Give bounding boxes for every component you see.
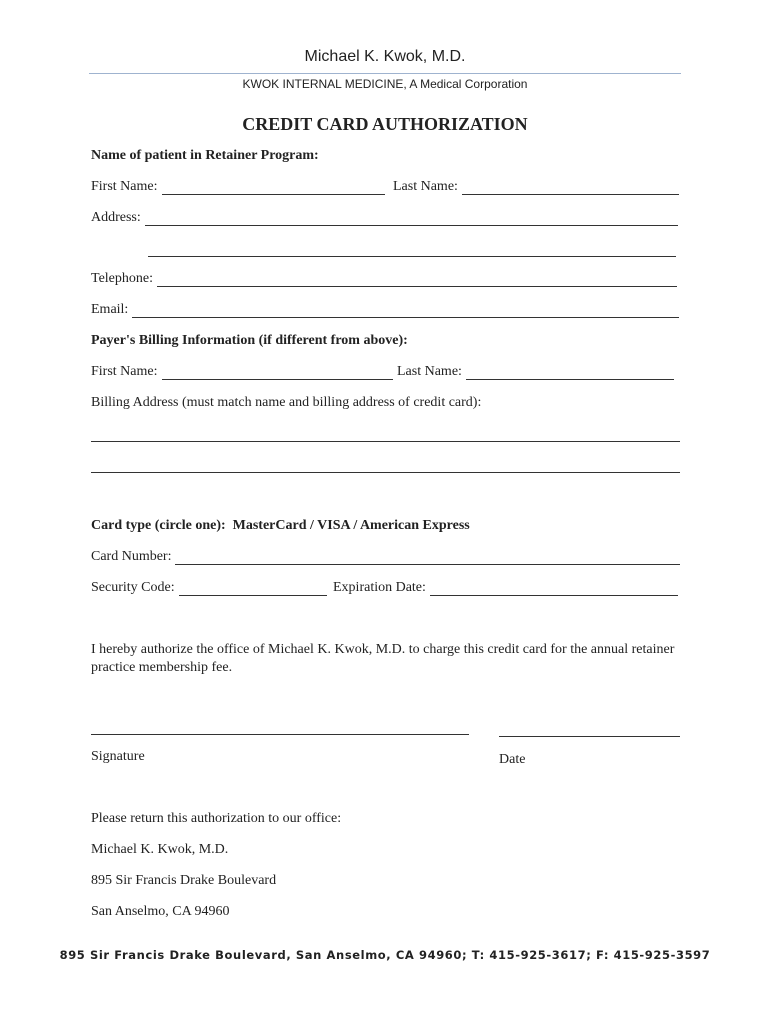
patient-email-field[interactable]	[91, 302, 679, 318]
return-city: San Anselmo, CA 94960	[91, 904, 230, 919]
footer-contact: 895 Sir Francis Drake Boulevard, San Anselmo, CA 94960; T: 415-925-3617; F: 415-925-3597	[59, 948, 711, 962]
billing-address-line-1[interactable]	[91, 441, 680, 442]
card-type-options[interactable]: MasterCard / VISA / American Express	[232, 518, 470, 533]
payer-first-name-label: First Name:	[91, 364, 158, 379]
date-line[interactable]	[499, 736, 680, 737]
card-number-label: Card Number:	[91, 549, 172, 564]
expiration-date-field[interactable]	[333, 580, 678, 596]
security-code-field[interactable]	[91, 580, 327, 596]
authorization-statement: I hereby authorize the office of Michael K. Kwok, M.D. to charge this credit card for the annual retainer practice membership fee.	[91, 642, 675, 675]
doctor-name-header: Michael K. Kwok, M.D.	[304, 48, 466, 65]
payer-last-name-field[interactable]	[397, 364, 674, 380]
payer-section-heading: Payer's Billing Information (if different from above):	[91, 333, 408, 348]
billing-address-label: Billing Address (must match name and billing address of credit card):	[91, 395, 482, 410]
patient-first-name-label: First Name:	[91, 179, 158, 194]
security-code-label: Security Code:	[91, 580, 175, 595]
patient-first-name-field[interactable]	[91, 179, 385, 195]
return-street: 895 Sir Francis Drake Boulevard	[91, 873, 277, 888]
practice-name-header: KWOK INTERNAL MEDICINE, A Medical Corporation	[242, 77, 528, 91]
patient-section-heading: Name of patient in Retainer Program:	[91, 148, 319, 163]
expiration-date-label: Expiration Date:	[333, 580, 426, 595]
card-type-label: Card type (circle one):	[91, 518, 226, 533]
patient-last-name-label: Last Name:	[393, 179, 458, 194]
patient-telephone-label: Telephone:	[91, 271, 153, 286]
card-type-row	[91, 518, 470, 534]
patient-address-field[interactable]	[91, 210, 678, 226]
payer-last-name-line[interactable]	[466, 366, 674, 380]
signature-label: Signature	[91, 749, 145, 764]
patient-first-name-line[interactable]	[162, 181, 386, 195]
card-number-field[interactable]	[91, 549, 680, 565]
patient-telephone-line[interactable]	[157, 273, 677, 287]
payer-first-name-field[interactable]	[91, 364, 393, 380]
patient-email-label: Email:	[91, 302, 129, 317]
payer-last-name-label: Last Name:	[397, 364, 462, 379]
patient-email-line[interactable]	[132, 304, 679, 318]
return-name: Michael K. Kwok, M.D.	[91, 842, 229, 857]
patient-address-line[interactable]	[145, 212, 678, 226]
patient-telephone-field[interactable]	[91, 271, 677, 287]
billing-address-line-2[interactable]	[91, 472, 680, 473]
security-code-line[interactable]	[179, 582, 327, 596]
card-number-line[interactable]	[175, 551, 680, 565]
payer-first-name-line[interactable]	[162, 366, 394, 380]
expiration-date-line[interactable]	[430, 582, 678, 596]
patient-last-name-line[interactable]	[462, 181, 679, 195]
patient-address-line-2[interactable]	[148, 256, 676, 257]
patient-address-label: Address:	[91, 210, 141, 225]
signature-line[interactable]	[91, 734, 469, 735]
header-divider	[89, 73, 681, 74]
form-title: CREDIT CARD AUTHORIZATION	[242, 114, 528, 134]
patient-last-name-field[interactable]	[393, 179, 679, 195]
date-label: Date	[499, 752, 526, 767]
return-instructions: Please return this authorization to our office:	[91, 811, 342, 826]
